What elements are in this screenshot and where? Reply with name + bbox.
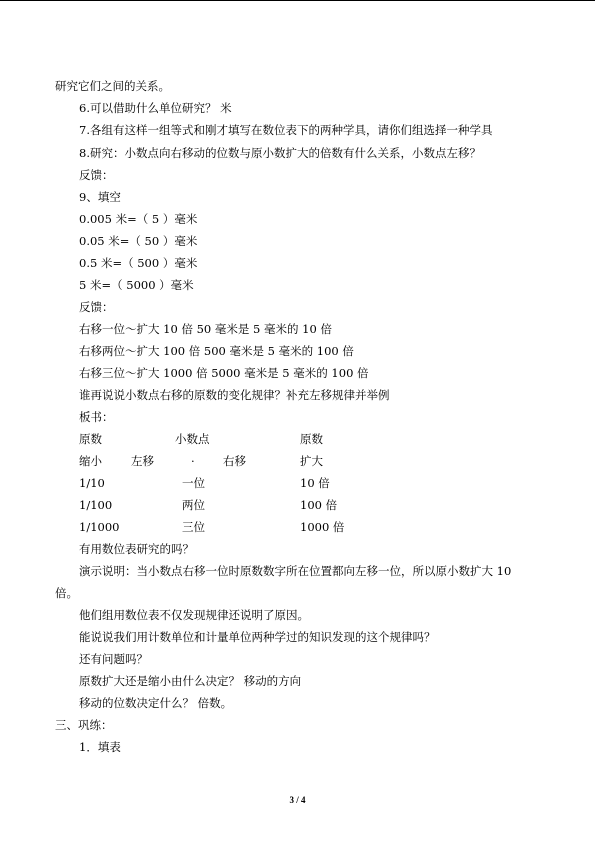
board-cell: 缩小 xyxy=(79,454,102,468)
demo-explanation-cont: 倍。 xyxy=(55,586,78,600)
board-cell: 原数 xyxy=(79,432,102,446)
paragraph-line: 能说说我们用计数单位和计量单位两种学过的知识发现的这个规律吗？ xyxy=(79,630,436,644)
feedback-line: 右移一位～扩大 10 倍 50 毫米是 5 毫米的 10 倍 xyxy=(79,322,332,336)
feedback-line: 右移三位～扩大 1000 倍 5000 毫米是 5 毫米的 100 倍 xyxy=(79,366,369,380)
fill-blank-item: 0.5 米=（ 500 ）毫米 xyxy=(79,256,198,270)
paragraph-line: 他们组用数位表不仅发现规律还说明了原因。 xyxy=(79,608,309,622)
question-6: 6.可以借助什么单位研究？ 米 xyxy=(79,101,232,115)
decimal-point-mark: · xyxy=(191,454,195,468)
question-7: 7.各组有这样一组等式和刚才填写在数位表下的两种学具，请你们组选择一种学具 xyxy=(79,123,493,137)
fill-blank-item: 0.005 米=（ 5 ）毫米 xyxy=(79,212,198,226)
board-cell: 1000 倍 xyxy=(300,520,345,534)
section-heading: 三、巩练： xyxy=(55,718,113,732)
board-cell: 原数 xyxy=(300,432,323,446)
board-cell: 左移 xyxy=(131,454,154,468)
board-cell: 1/10 xyxy=(79,476,105,490)
fill-blank-item: 5 米=（ 5000 ）毫米 xyxy=(79,278,194,292)
board-cell: 右移 xyxy=(223,454,246,468)
board-cell: 小数点 xyxy=(175,432,210,446)
paragraph-line: 还有问题吗？ xyxy=(79,652,148,666)
prompt-line: 谁再说说小数点右移的原数的变化规律？补充左移规律并举例 xyxy=(79,388,390,402)
page-number: 3 / 4 xyxy=(289,795,306,805)
header-rule xyxy=(0,0,595,1)
feedback-line: 右移两位～扩大 100 倍 500 毫米是 5 毫米的 100 倍 xyxy=(79,344,354,358)
feedback-label: 反馈： xyxy=(79,300,114,314)
fill-blank-item: 0.05 米=（ 50 ）毫米 xyxy=(79,234,198,248)
board-cell: 一位 xyxy=(182,476,205,490)
demo-explanation: 演示说明：当小数点右移一位时原数数字所在位置都向左移一位，所以原小数扩大 10 xyxy=(79,564,512,578)
board-cell: 10 倍 xyxy=(300,476,330,490)
board-cell: 两位 xyxy=(182,498,205,512)
board-cell: 1/1000 xyxy=(79,520,120,534)
board-cell: 扩大 xyxy=(300,454,323,468)
question-8: 8.研究：小数点向右移动的位数与原小数扩大的倍数有什么关系，小数点左移？ xyxy=(79,146,481,160)
paragraph-line: 移动的位数决定什么？ 倍数。 xyxy=(79,696,233,710)
board-label: 板书： xyxy=(79,410,114,424)
fill-blank-heading: 9、填空 xyxy=(79,190,121,204)
feedback-label: 反馈： xyxy=(79,168,114,182)
board-cell: 100 倍 xyxy=(300,498,338,512)
exercise-item: 1．填表 xyxy=(79,740,121,754)
board-cell: 三位 xyxy=(182,520,205,534)
paragraph-line: 研究它们之间的关系。 xyxy=(55,79,170,93)
prompt-line: 有用数位表研究的吗？ xyxy=(79,542,194,556)
paragraph-line: 原数扩大还是缩小由什么决定？ 移动的方向 xyxy=(79,674,302,688)
board-cell: 1/100 xyxy=(79,498,113,512)
